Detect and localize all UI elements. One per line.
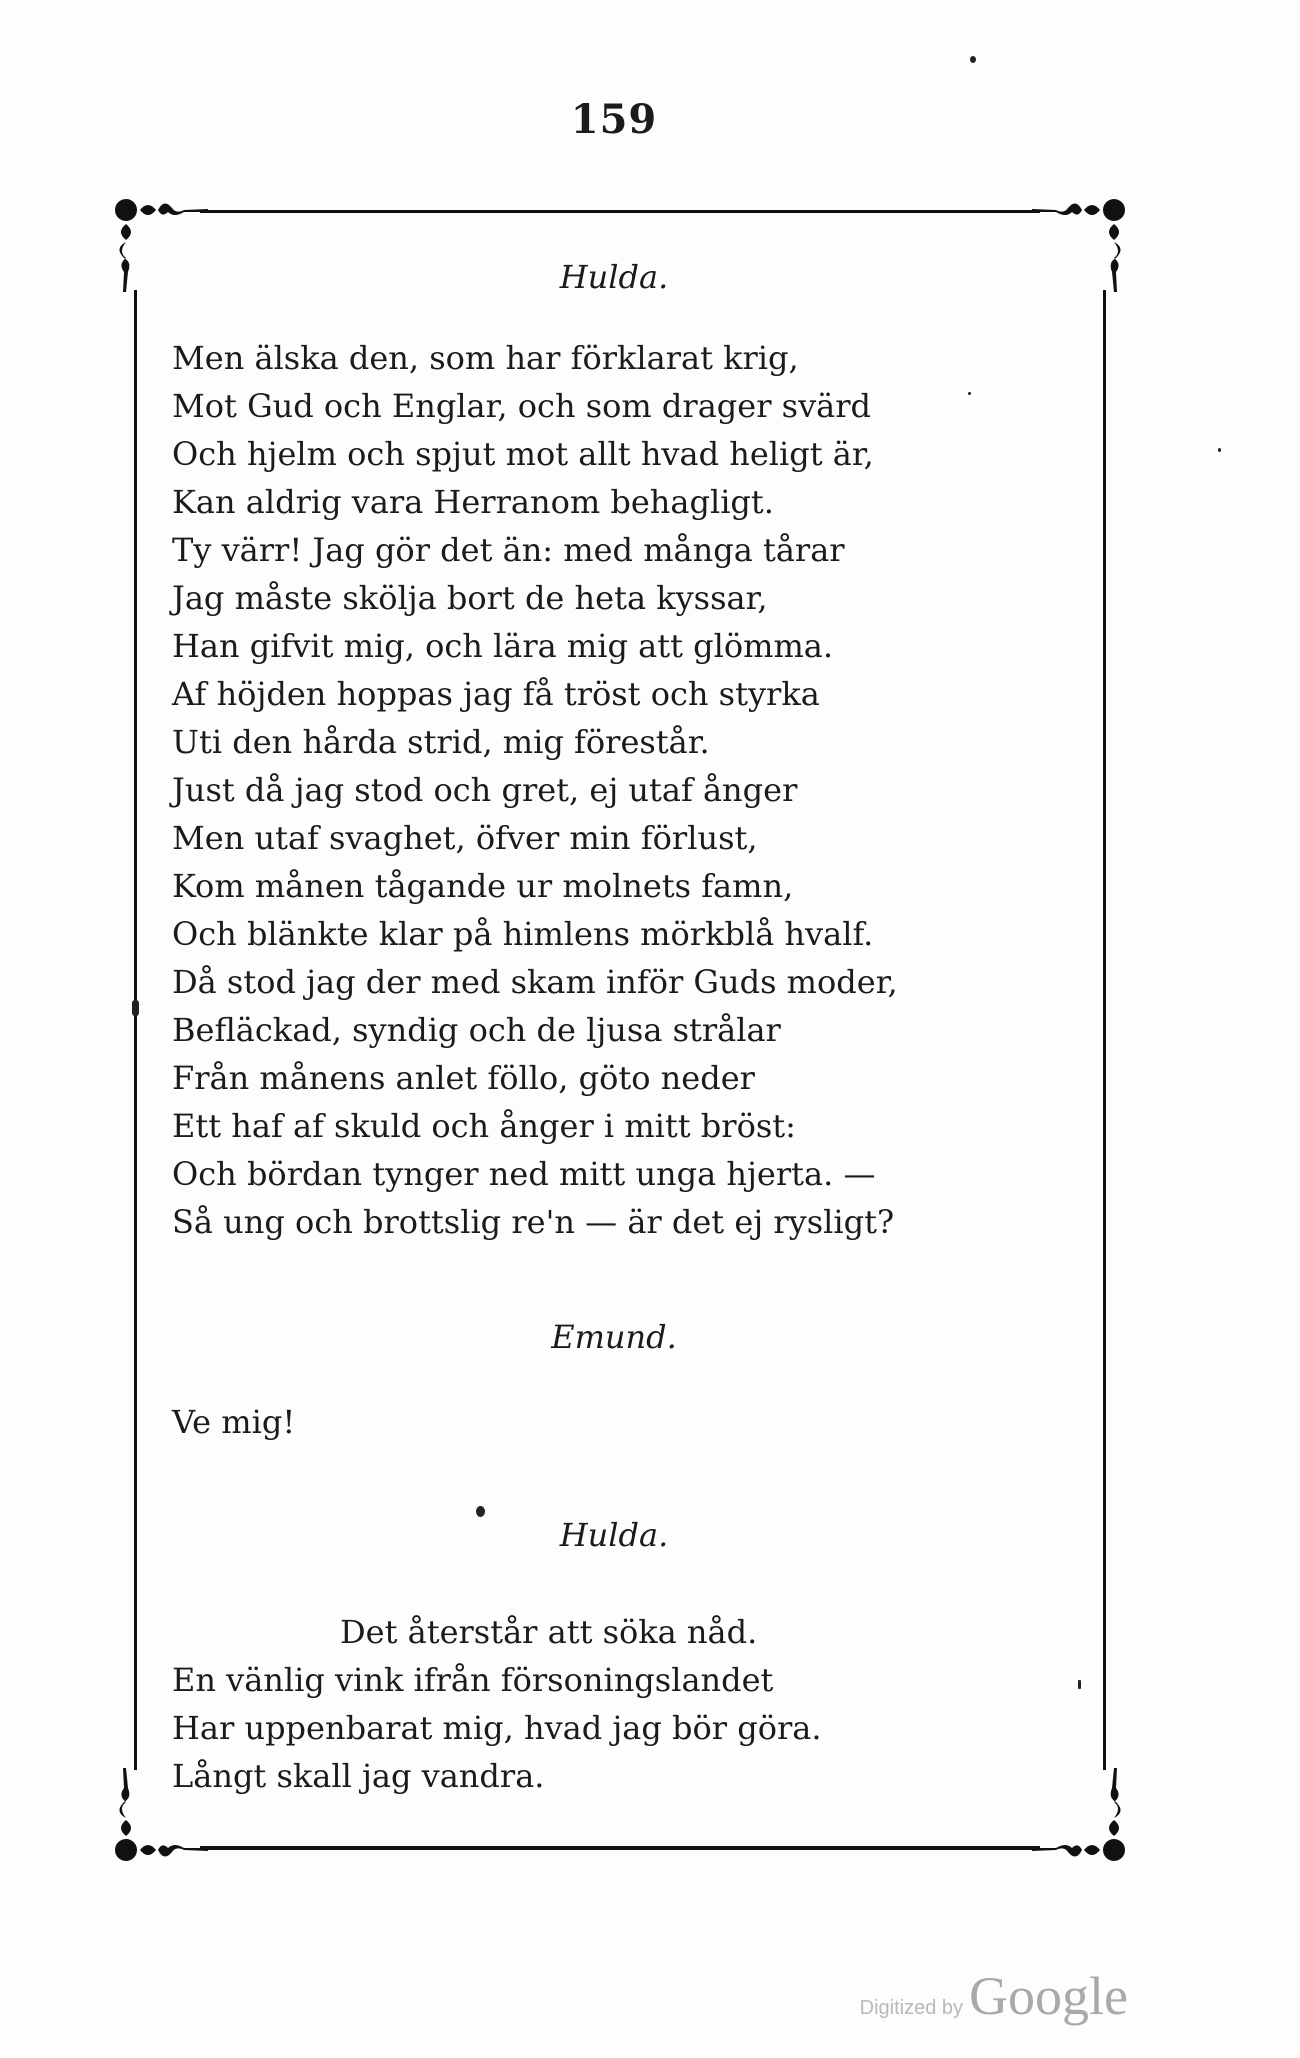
verse-block [172, 1398, 295, 1446]
verse-line: Från månens anlet föllo, göto neder [172, 1059, 755, 1097]
speaker-name: Hulda. [559, 258, 669, 296]
scan-speck [1078, 1680, 1081, 1689]
verse-line: Och blänkte klar på himlens mörkblå hvalf. [172, 915, 874, 953]
border-bottom-rule [200, 1846, 1040, 1850]
verse-line: Det återstår att söka nåd. [340, 1613, 758, 1651]
verse-line: Kan aldrig vara Herranom behagligt. [172, 483, 774, 521]
scan-speck [1218, 448, 1221, 452]
verse-line: Men älska den, som har förklarat krig, [172, 339, 799, 377]
scan-speck [968, 392, 971, 395]
page-number: 159 [570, 96, 658, 143]
verse-line: Ve mig! [172, 1403, 296, 1441]
watermark-prefix: Digitized by [859, 1997, 964, 2019]
digitized-watermark [860, 1965, 1128, 2027]
verse-line: Just då jag stod och gret, ej utaf ånger [172, 771, 798, 809]
verse-line: Jag måste skölja bort de heta kyssar, [172, 579, 768, 617]
verse-block [172, 334, 898, 1246]
verse-line: Men utaf svaghet, öfver min förlust, [172, 819, 758, 857]
verse-line: Och bördan tynger ned mitt unga hjerta. — [172, 1155, 876, 1193]
speaker-name: Emund. [551, 1318, 677, 1356]
verse-line: Och hjelm och spjut mot allt hvad heligt är, [172, 435, 874, 473]
scan-speck [970, 56, 976, 63]
verse-line: Befläckad, syndig och de ljusa strålar [172, 1011, 781, 1049]
verse-line: Ett haf af skuld och ånger i mitt bröst: [172, 1107, 796, 1145]
verse-line: Ty värr! Jag gör det än: med många tårar [172, 531, 845, 569]
verse-line: Då stod jag der med skam inför Guds moder, [172, 963, 898, 1001]
watermark-logo: Google [969, 1966, 1128, 2026]
verse-line: Uti den hårda strid, mig förestår. [172, 723, 710, 761]
scan-speck [132, 1000, 139, 1016]
verse-line: Han gifvit mig, och lära mig att glömma. [172, 627, 834, 665]
verse-line: En vänlig vink ifrån försoningslandet [172, 1661, 774, 1699]
scan-speck [476, 1506, 485, 1517]
verse-line: Af höjden hoppas jag få tröst och styrka [172, 675, 820, 713]
verse-block [172, 1608, 822, 1800]
verse-line: Har uppenbarat mig, hvad jag bör göra. [172, 1709, 822, 1747]
verse-line: Så ung och brottslig re'n — är det ej rysligt? [172, 1203, 895, 1241]
speaker-name: Hulda. [559, 1516, 669, 1554]
verse-line: Långt skall jag vandra. [172, 1757, 545, 1795]
border-top-rule [200, 210, 1040, 213]
verse-line: Kom månen tågande ur molnets famn, [172, 867, 794, 905]
verse-line: Mot Gud och Englar, och som drager svärd [172, 387, 872, 425]
floral-corner-ornament-icon [1020, 1760, 1130, 1870]
